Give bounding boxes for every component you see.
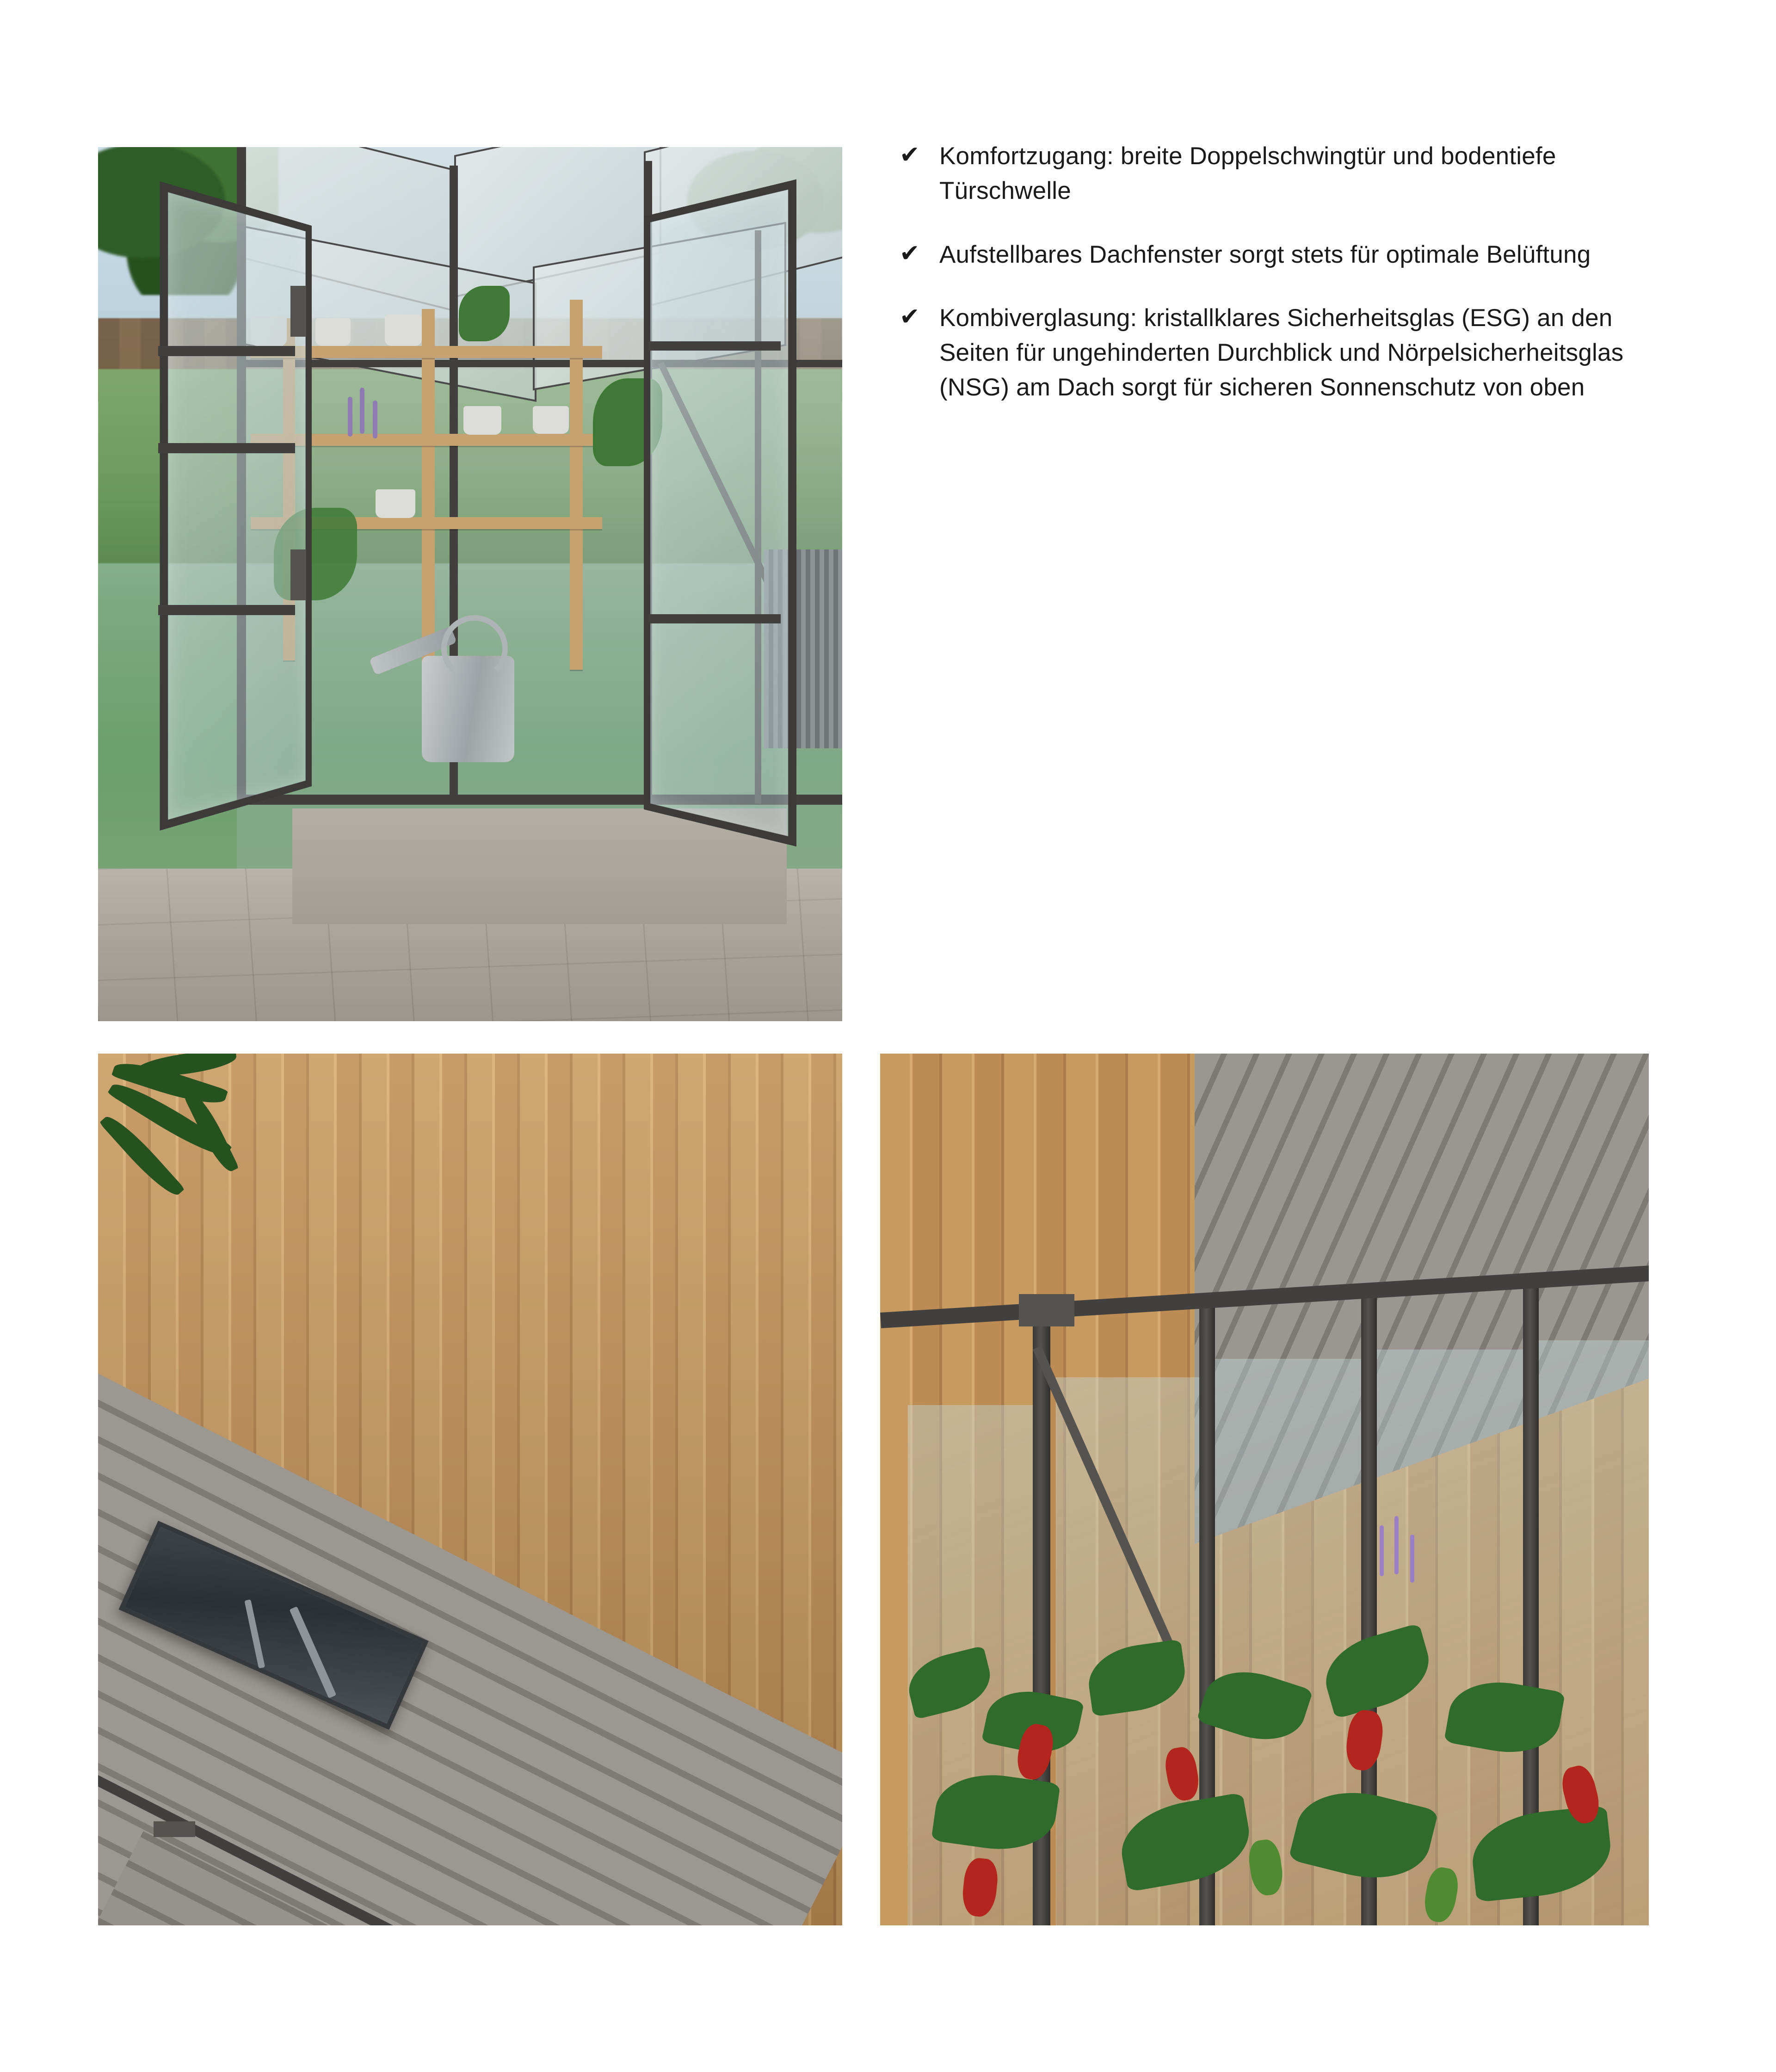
lavender-spike-3	[373, 401, 377, 438]
feature-list	[900, 139, 1649, 434]
plant-pot-5	[533, 406, 569, 434]
door-hinge-upper	[290, 286, 306, 337]
watering-can-handle	[441, 615, 508, 682]
feature-text: Kombiverglasung: kristallklares Sicherheitsglas (ESG) an den Seiten für ungehinderten Durchblick und Nörpelsicherheitsglas (NSG) am Dach sorgt für sicheren Sonnenschutz von oben	[939, 304, 1624, 401]
check-icon: ✔	[900, 141, 920, 169]
shelf-upright-b	[422, 309, 435, 670]
green-foliage-1	[459, 286, 510, 341]
lavender-spike-1	[1380, 1525, 1384, 1576]
corner-bracket	[1019, 1294, 1074, 1326]
door-hinge-lower	[290, 549, 306, 600]
check-icon: ✔	[900, 302, 920, 331]
door-leaf-right	[644, 179, 796, 847]
lavender-spike-2	[1394, 1516, 1399, 1574]
feature-item-dachfenster	[900, 237, 1649, 272]
roof-bracket	[154, 1821, 195, 1837]
check-icon: ✔	[900, 239, 920, 267]
lavender-spike-1	[348, 397, 352, 437]
feature-item-kombiverglasung	[900, 301, 1649, 405]
feature-text: Aufstellbares Dachfenster sorgt stets für optimale Belüftung	[939, 240, 1591, 268]
feature-item-komfortzugang	[900, 139, 1649, 209]
door-left-rail-mid	[158, 443, 295, 453]
door-right-rail-low	[648, 614, 781, 623]
image-roof-window-detail	[98, 1054, 842, 1925]
lavender-spike-3	[1410, 1535, 1414, 1583]
plant-pot-6	[376, 489, 415, 518]
plant-pot-2	[315, 318, 351, 346]
image-interior-corner-detail	[880, 1054, 1649, 1925]
door-right-rail-top	[648, 341, 781, 351]
door-left-rail-low	[158, 605, 295, 615]
lavender-spike-2	[360, 388, 364, 434]
image-greenhouse-open-door	[98, 147, 842, 1021]
door-leaf-left	[160, 181, 312, 831]
plant-pot-4	[463, 406, 501, 435]
door-left-rail-top	[158, 346, 295, 356]
plant-pot-3	[385, 314, 422, 346]
feature-text: Komfortzugang: breite Doppelschwingtür und bodentiefe Türschwelle	[939, 142, 1556, 205]
